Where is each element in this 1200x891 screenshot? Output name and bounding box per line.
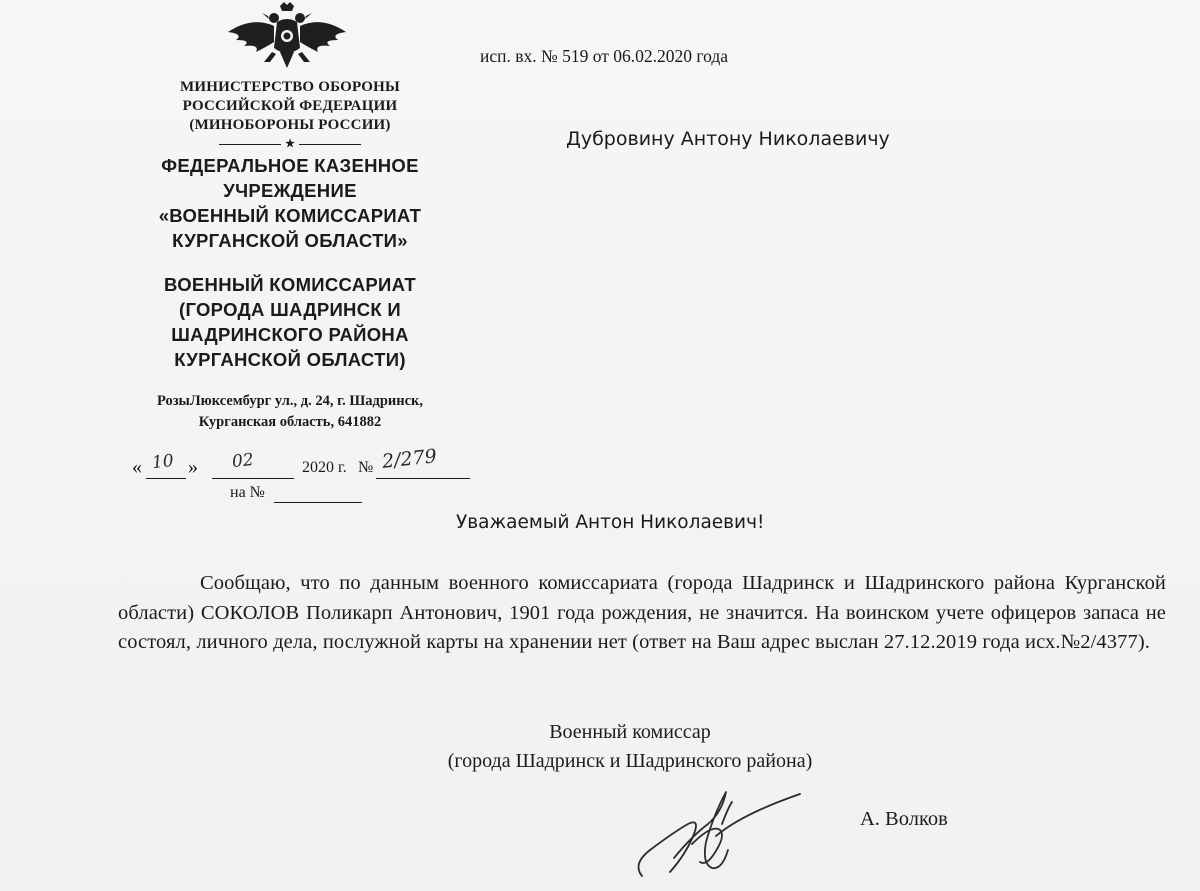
double-headed-eagle-emblem	[222, 2, 352, 74]
letterhead	[120, 78, 460, 433]
sender-address: РозыЛюксембург ул., д. 24, г. Шадринск, Курганская область, 641882	[156, 393, 424, 430]
reply-reference	[230, 480, 390, 506]
year-text: 2020 г.	[302, 459, 347, 476]
reply-blank	[274, 482, 362, 503]
reply-label: на №	[230, 484, 265, 501]
quote-open: «	[132, 456, 142, 478]
letter-body: Сообщаю, что по данным военного комиссариата (города Шадринск и Шадринского района Курганской области) СОКОЛОВ Поликарп Антонович, 1901 года рождения, не значится. На воинском учете офицеров запаса не состоял, личного дела, послужной карты на хранении нет (ответ на Ваш адрес выслан 27.12.2019 года исх.№2/4377).	[118, 572, 1166, 653]
outgoing-date-number	[132, 445, 492, 478]
letterhead-divider	[120, 138, 460, 150]
salutation: Уважаемый Антон Николаевич!	[456, 512, 765, 533]
handwritten-signature	[622, 784, 802, 884]
institution-name: ФЕДЕРАЛЬНОЕ КАЗЕННОЕ УЧРЕЖДЕНИЕ «ВОЕННЫЙ КОМИССАРИАТ КУРГАНСКОЙ ОБЛАСТИ»	[158, 155, 422, 251]
handwritten-month: 02	[231, 449, 255, 473]
handwritten-number: 2/279	[381, 445, 438, 473]
number-label: №	[358, 459, 374, 476]
star-icon: ★	[285, 138, 295, 150]
quote-close: »	[188, 456, 198, 478]
ministry-name: МИНИСТЕРСТВО ОБОРОНЫ РОССИЙСКОЙ ФЕДЕРАЦИИ (МИНОБОРОНЫ РОССИИ)	[180, 79, 400, 133]
signatory-title: Военный комиссар (города Шадринск и Шадринского района)	[447, 721, 813, 772]
addressee: Дубровину Антону Николаевичу	[566, 128, 890, 150]
unit-name: ВОЕННЫЙ КОМИССАРИАТ (ГОРОДА ШАДРИНСК И ШАДРИНСКОГО РАЙОНА КУРГАНСКОЙ ОБЛАСТИ)	[164, 274, 416, 370]
signer-name: А. Волков	[860, 808, 948, 830]
handwritten-day: 10	[151, 450, 175, 474]
incoming-reference: исп. вх. № 519 от 06.02.2020 года	[480, 46, 729, 66]
outgoing-reference	[132, 445, 492, 510]
